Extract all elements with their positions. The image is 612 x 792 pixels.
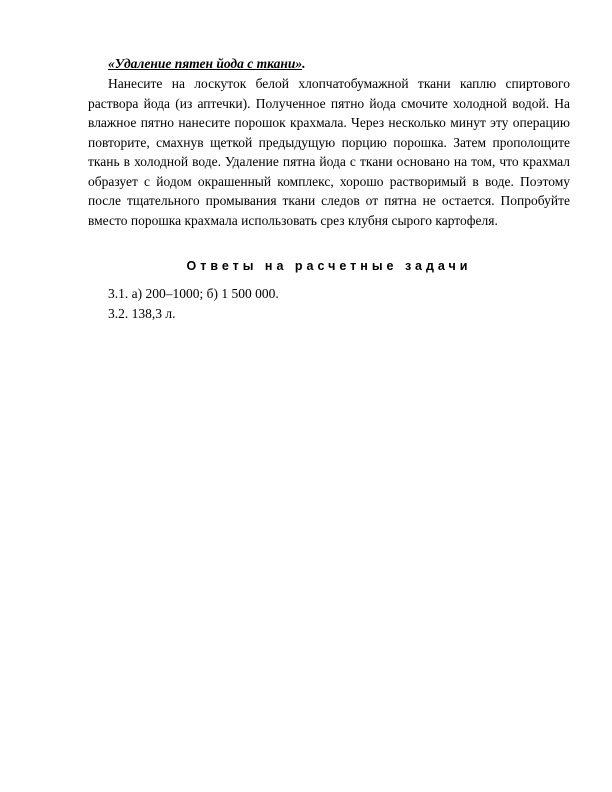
experiment-title-text: «Удаление пятен йода с ткани» [108, 56, 303, 71]
page-content [88, 54, 570, 324]
experiment-title-period: . [302, 56, 306, 71]
answer-item: 3.1. а) 200–1000; б) 1 500 000. [108, 286, 279, 301]
experiment-instructions: Нанесите на лоскуток белой хлопчатобумажной ткани каплю спиртового раствора йода (из аптечки). Полученное пятно йода смочите холодной водой. На влажное пятно нанесите порошок крахмала. Через несколько минут эту операцию повторите, смахнув щеткой предыдущую порцию порошка. Затем прополощите ткань в холодной воде. Удаление пятна йода с ткани основано на том, что крахмал образует с йодом окрашенный комплекс, хорошо растворимый в воде. Поэтому после тщательного промывания ткани следов от пятна не остается. Попробуйте вместо порошка крахмала использовать срез клубня сырого картофеля. [88, 76, 570, 228]
answers-list [108, 284, 570, 324]
answer-item: 3.2. 138,3 л. [108, 306, 176, 321]
answers-heading: Ответы на расчетные задачи [186, 259, 472, 273]
experiment-title [108, 54, 570, 74]
